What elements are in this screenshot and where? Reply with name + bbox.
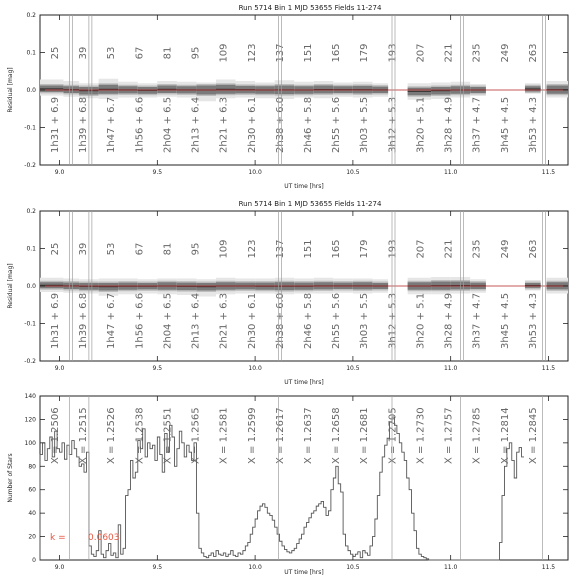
airmass-label: X = 1.2658 — [331, 407, 343, 464]
y-axis-label: Residual [mag] — [7, 263, 14, 309]
airmass-label: X = 1.2565 — [190, 407, 202, 464]
y-tick-label: 0 — [32, 557, 36, 564]
y-tick-label: 100 — [24, 439, 36, 447]
ra-dec-label: 1h56 + 6.6 — [134, 292, 146, 349]
ra-dec-label: 1h39 + 6.8 — [78, 292, 90, 349]
x-tick-label: 9.5 — [152, 169, 163, 176]
airmass-label: X = 1.2637 — [303, 407, 314, 464]
ra-dec-label: 2h55 + 5.6 — [331, 96, 343, 153]
ra-dec-label: 2h55 + 5.6 — [331, 292, 343, 349]
x-tick-label: 11.0 — [443, 365, 458, 372]
ra-dec-label: 2h30 + 6.1 — [246, 292, 258, 349]
ra-dec-label: 2h04 + 6.5 — [162, 96, 174, 153]
x-tick-label: 10.5 — [346, 564, 360, 571]
residual-panel-title: Run 5714 Bin 1 MJD 53655 Fields 11-274 — [238, 200, 382, 208]
field-annotations — [50, 43, 539, 153]
x-axis-label: UT time [hrs] — [284, 379, 324, 386]
field-number: 235 — [471, 239, 483, 259]
ra-dec-label: 3h12 + 5.3 — [387, 292, 399, 349]
field-number: 151 — [303, 239, 314, 259]
airmass-label: X = 1.2526 — [106, 407, 118, 464]
y-tick-label: -0.2 — [24, 162, 36, 169]
x-tick-label: 10.0 — [248, 564, 262, 571]
airmass-annotations — [50, 407, 539, 464]
ra-dec-label: 2h13 + 6.4 — [190, 96, 202, 153]
y-tick-label: 0.0 — [26, 87, 36, 94]
ra-dec-label: 3h45 + 4.5 — [499, 96, 511, 153]
field-number: 249 — [499, 43, 511, 63]
star-count-panel — [7, 393, 568, 576]
y-tick-label: 0.1 — [26, 245, 36, 253]
x-tick-label: 10.0 — [248, 365, 262, 372]
k-label: k = — [50, 533, 66, 543]
field-number: 179 — [359, 43, 371, 63]
field-number: 221 — [443, 239, 455, 259]
field-number: 179 — [359, 239, 371, 259]
field-number: 109 — [218, 239, 230, 259]
field-number: 137 — [274, 239, 286, 259]
y-axis-label: Residual [mag] — [7, 67, 14, 113]
airmass-label: X = 1.2538 — [134, 407, 146, 464]
field-number: 25 — [50, 242, 61, 256]
airmass-label: X = 1.2599 — [246, 407, 258, 464]
field-number: 53 — [106, 46, 118, 60]
field-number: 81 — [162, 242, 174, 256]
field-number: 193 — [387, 239, 399, 259]
y-tick-label: 140 — [24, 393, 36, 400]
airmass-label: X = 1.2845 — [527, 407, 539, 464]
ra-dec-label: 2h46 + 5.8 — [303, 96, 314, 153]
ra-dec-label: 3h03 + 5.5 — [359, 292, 371, 349]
x-axis-label: UT time [hrs] — [284, 569, 324, 576]
field-number: 53 — [106, 242, 118, 256]
airmass-label: X = 1.2757 — [443, 407, 455, 464]
x-tick-label: 10.0 — [248, 169, 262, 176]
x-tick-label: 11.0 — [443, 564, 458, 571]
field-number: 109 — [218, 43, 230, 63]
x-tick-label: 9.5 — [152, 365, 163, 372]
airmass-label: X = 1.2681 — [359, 407, 371, 464]
residual-panel-middle — [7, 200, 568, 386]
field-number: 81 — [162, 46, 174, 60]
x-axis-label: UT time [hrs] — [284, 183, 324, 190]
x-tick-label: 11.0 — [443, 169, 458, 176]
y-tick-label: 120 — [24, 416, 36, 424]
ra-dec-label: 1h31 + 6.9 — [50, 292, 61, 349]
residual-panel-top — [7, 4, 568, 190]
airmass-label: X = 1.2506 — [50, 407, 61, 464]
field-number: 151 — [303, 43, 314, 63]
y-tick-label: 40 — [28, 510, 36, 518]
y-tick-label: 20 — [28, 533, 36, 541]
field-number: 67 — [134, 242, 146, 256]
y-tick-label: -0.1 — [24, 320, 36, 328]
ra-dec-label: 1h31 + 6.9 — [50, 96, 61, 153]
ra-dec-label: 3h03 + 5.5 — [359, 96, 371, 153]
airmass-label: X = 1.2705 — [387, 407, 399, 464]
ra-dec-label: 3h20 + 5.1 — [415, 292, 427, 349]
k-value: 0.0603 — [88, 533, 120, 543]
y-tick-label: 0.2 — [26, 208, 36, 215]
y-tick-label: 0.0 — [26, 283, 36, 290]
field-number: 165 — [331, 43, 343, 63]
airmass-label: X = 1.2551 — [162, 407, 174, 464]
ra-dec-label: 2h13 + 6.4 — [190, 292, 202, 349]
ra-dec-label: 2h21 + 6.3 — [218, 292, 230, 349]
field-number: 67 — [134, 46, 146, 60]
airmass-label: X = 1.2581 — [218, 407, 230, 464]
field-number: 95 — [190, 242, 202, 256]
residual-panel-title: Run 5714 Bin 1 MJD 53655 Fields 11-274 — [238, 4, 382, 12]
ra-dec-label: 3h12 + 5.3 — [387, 96, 399, 153]
y-axis-label: Number of Stars — [7, 453, 14, 503]
airmass-label: X = 1.2814 — [499, 407, 511, 464]
field-number: 221 — [443, 43, 455, 63]
field-number: 207 — [415, 239, 427, 259]
x-tick-label: 10.5 — [346, 169, 360, 176]
y-tick-label: -0.2 — [24, 358, 36, 365]
ra-dec-label: 2h30 + 6.1 — [246, 96, 258, 153]
ra-dec-label: 3h28 + 4.9 — [443, 292, 455, 349]
airmass-label: X = 1.2785 — [471, 407, 483, 464]
ra-dec-label: 2h38 + 6.0 — [274, 96, 286, 153]
x-tick-label: 11.5 — [541, 169, 556, 176]
ra-dec-label: 3h45 + 4.5 — [499, 292, 511, 349]
x-tick-label: 9.0 — [54, 169, 65, 176]
y-tick-label: 80 — [28, 463, 36, 471]
ra-dec-label: 2h04 + 6.5 — [162, 292, 174, 349]
ra-dec-label: 2h38 + 6.0 — [274, 292, 286, 349]
ra-dec-label: 1h39 + 6.8 — [78, 96, 90, 153]
y-tick-label: 0.1 — [26, 49, 36, 57]
y-tick-label: 60 — [28, 486, 36, 494]
x-tick-label: 9.0 — [54, 365, 65, 372]
ra-dec-label: 1h47 + 6.7 — [106, 292, 118, 349]
airmass-label: X = 1.2730 — [415, 407, 427, 464]
x-tick-label: 10.5 — [346, 365, 360, 372]
x-tick-label: 9.5 — [152, 564, 163, 571]
airmass-label: X = 1.2515 — [78, 407, 90, 464]
field-number: 263 — [527, 239, 539, 259]
ra-dec-label: 3h53 + 4.3 — [527, 96, 539, 153]
field-number: 39 — [78, 46, 90, 60]
ra-dec-label: 1h47 + 6.7 — [106, 96, 118, 153]
y-tick-label: 0.2 — [26, 12, 36, 19]
field-number: 193 — [387, 43, 399, 63]
field-number: 165 — [331, 239, 343, 259]
ra-dec-label: 3h28 + 4.9 — [443, 96, 455, 153]
ra-dec-label: 3h37 + 4.7 — [471, 96, 483, 153]
ra-dec-label: 3h20 + 5.1 — [415, 96, 427, 153]
field-number: 25 — [50, 46, 61, 60]
ra-dec-label: 2h21 + 6.3 — [218, 96, 230, 153]
field-number: 123 — [246, 43, 258, 63]
field-number: 137 — [274, 43, 286, 63]
ra-dec-label: 1h56 + 6.6 — [134, 96, 146, 153]
x-tick-label: 11.5 — [541, 564, 556, 571]
field-number: 95 — [190, 46, 202, 60]
field-number: 249 — [499, 239, 511, 259]
ra-dec-label: 3h53 + 4.3 — [527, 292, 539, 349]
field-number: 207 — [415, 43, 427, 63]
field-number: 123 — [246, 239, 258, 259]
ra-dec-label: 2h46 + 5.8 — [303, 292, 314, 349]
field-number: 235 — [471, 43, 483, 63]
field-number: 263 — [527, 43, 539, 63]
y-tick-label: -0.1 — [24, 124, 36, 132]
x-tick-label: 9.0 — [54, 564, 65, 571]
field-number: 39 — [78, 242, 90, 256]
airmass-label: X = 1.2617 — [274, 407, 286, 464]
ra-dec-label: 3h37 + 4.7 — [471, 292, 483, 349]
x-tick-label: 11.5 — [541, 365, 556, 372]
